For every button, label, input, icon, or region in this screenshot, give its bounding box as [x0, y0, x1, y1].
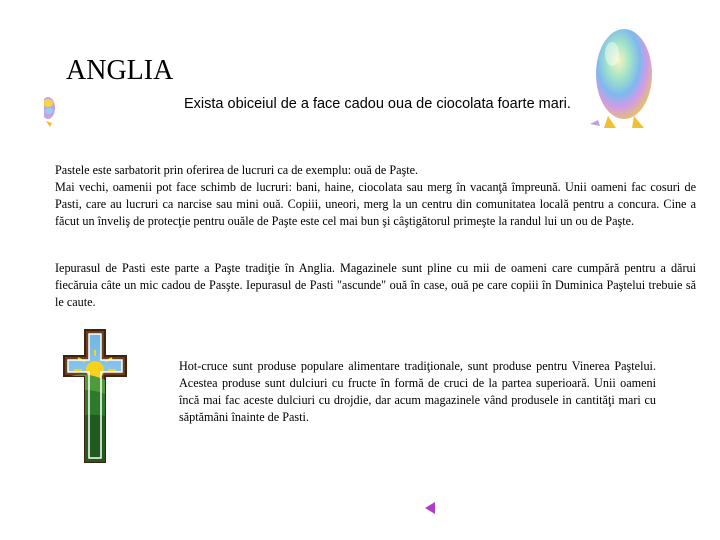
page-title: ANGLIA: [66, 55, 174, 86]
paragraph-easter-gifts: Pastele este sarbatorit prin oferirea de lucruri ca de exemplu: ouă de Paşte. Mai vechi, oamenii pot face schimb de lucruri: bani, haine, ciocolata sau merg în vacanţă împreună. Unii oameni fac cosuri de Pasti, care au lucruri ca narcise sau mini ouă. Copiii, uneori, merg la un centru din comunitatea locală pentru a concura. Cine a făcut un înveliş de protecţie pentru ouăle de Paşte este cel mai bun şi câştigătorul primeşte la randul lui un ou de Paşte.: [55, 163, 696, 228]
easter-egg-icon: [586, 24, 664, 136]
cross-sunrise-icon: [60, 326, 130, 466]
paragraph-hot-cross: Hot-cruce sunt produse populare alimentare tradiţionale, sunt produse pentru Vinerea Paştelui. Acestea produse sunt dulciuri cu fructe în formă de cruci de la partea superioară. Unii oameni încă mai fac aceste dulciuri cu drojdie, dar acum magazinele vând produsele in cantităţi mari cu săptămâni înainte de Pasti.: [179, 359, 656, 424]
back-arrow-icon[interactable]: [423, 501, 437, 515]
page-subtitle: Exista obiceiul de a face cadou oua de ciocolata foarte mari.: [184, 96, 571, 112]
small-egg-icon: [44, 93, 56, 131]
paragraph-easter-bunny: Iepurasul de Pasti este parte a Paşte tradiţie în Anglia. Magazinele sunt pline cu mii de oameni care cumpără pentru a dărui fiecăruia câte un mic cadou de Pasşte. Iepurasul de Pasti "ascunde" ouă în case, ouă pe care copiii în Duminica Paştelui trebuie să le caute.: [55, 261, 696, 309]
